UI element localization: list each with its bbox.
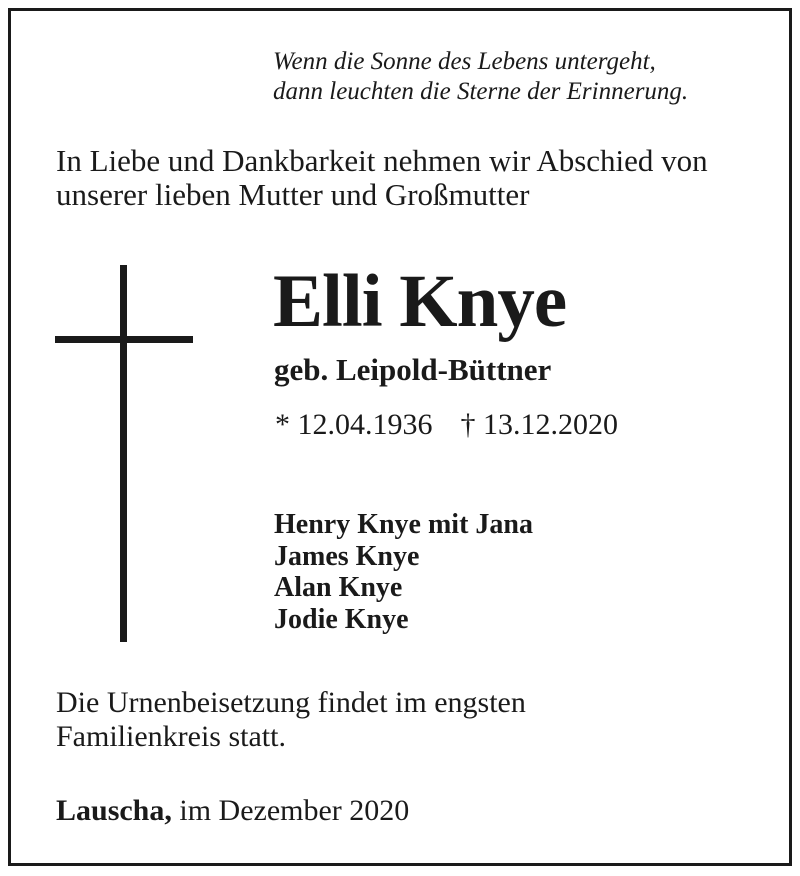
intro-line: unserer lieben Mutter und Großmutter xyxy=(56,177,530,212)
closing-date: im Dezember 2020 xyxy=(179,794,410,827)
deceased-name: Elli Knye xyxy=(273,260,567,343)
intro-line: In Liebe und Dankbarkeit nehmen wir Abschied von xyxy=(56,143,708,178)
obituary-notice xyxy=(8,8,792,866)
burial-line: Die Urnenbeisetzung findet im engsten xyxy=(56,686,526,719)
mourner-name: Alan Knye xyxy=(274,572,403,603)
burial-line: Familienkreis statt. xyxy=(56,720,286,753)
life-dates xyxy=(275,407,618,443)
place-name: Lauscha, xyxy=(56,794,172,827)
mourners-list xyxy=(274,509,533,635)
maiden-name: geb. Leipold-Büttner xyxy=(274,352,552,387)
mourner-name: James Knye xyxy=(274,540,420,572)
quote-line: Wenn die Sonne des Lebens untergeht, xyxy=(273,48,656,75)
burial-notice xyxy=(56,686,776,754)
place-and-date xyxy=(56,793,409,829)
memorial-quote xyxy=(273,47,773,107)
cross-vertical-bar xyxy=(120,265,127,642)
cross-horizontal-bar xyxy=(55,336,193,343)
mourner-name: Henry Knye mit Jana xyxy=(274,509,533,540)
intro-text xyxy=(56,144,776,212)
quote-line: dann leuchten die Sterne der Erinnerung. xyxy=(273,78,689,105)
mourner-name: Jodie Knye xyxy=(274,603,409,635)
death-date: † 13.12.2020 xyxy=(460,408,618,441)
birth-date: * 12.04.1936 xyxy=(275,408,433,441)
